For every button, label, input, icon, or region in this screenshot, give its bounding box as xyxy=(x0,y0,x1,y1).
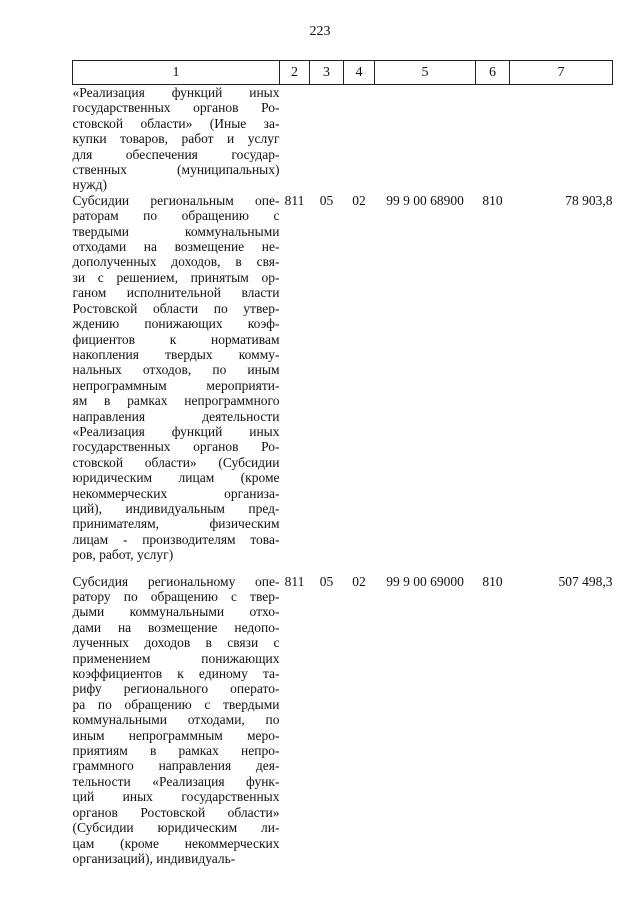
column-header: 6 xyxy=(476,61,510,85)
description-line: ждению понижающих коэф- xyxy=(72,316,280,332)
description-line: ций), индивидуальным пред- xyxy=(72,500,280,516)
description-line: организаций), индивидуаль- xyxy=(72,850,236,866)
description-line: стовской области» (Субсидии xyxy=(72,454,280,470)
description-line: стовской области» (Иные за- xyxy=(72,115,280,131)
description-line: ственных (муниципальных) xyxy=(72,162,280,178)
page-number: 223 xyxy=(309,24,331,39)
expense-type-cell: 810 xyxy=(482,192,503,208)
description-line: граммного направления дея- xyxy=(72,758,280,774)
table-row xyxy=(73,574,613,878)
description-line: «Реализация функций иных xyxy=(72,423,280,439)
description-line: купки товаров, работ и услуг xyxy=(72,131,280,147)
row-description xyxy=(73,85,280,193)
description-line: «Реализация функций иных xyxy=(72,85,280,100)
column-header: 4 xyxy=(344,61,375,85)
description-line: накопления твердых комму- xyxy=(72,346,280,362)
row-description xyxy=(73,574,280,878)
ministry-code-cell: 811 xyxy=(284,573,305,589)
description-line: рифу регионального операто- xyxy=(72,681,280,697)
budget-table xyxy=(72,60,613,877)
amount-cell xyxy=(510,85,613,193)
table-header-row xyxy=(73,61,613,85)
description-line: дыми коммунальными отхо- xyxy=(72,604,280,620)
description-line: некоммерческих организа- xyxy=(72,485,280,501)
section-code-cell: 05 xyxy=(319,192,334,208)
subsection-code-cell: 02 xyxy=(352,573,366,589)
ministry-code-cell: 811 xyxy=(284,192,305,208)
column-header: 5 xyxy=(375,61,476,85)
target-article-cell: 99 9 00 69000 xyxy=(386,573,464,589)
description-line: юридическим лицам (кроме xyxy=(72,470,280,486)
section-code-cell: 05 xyxy=(319,573,334,589)
column-header: 7 xyxy=(510,61,613,85)
description-line: нужд) xyxy=(72,177,107,193)
description-line: твердыми коммунальными xyxy=(72,223,280,239)
description-line: Субсидия региональному опе- xyxy=(72,573,280,589)
description-line: Субсидии региональным опе- xyxy=(72,192,280,208)
description-line: приятиям в рамках непро- xyxy=(72,743,280,759)
description-line: цам (кроме некоммерческих xyxy=(72,835,280,851)
amount-cell: 78 903,8 xyxy=(565,192,613,208)
description-line: ров, работ, услуг) xyxy=(72,547,174,563)
description-line: для обеспечения государ- xyxy=(72,146,280,162)
target-article-cell xyxy=(375,85,476,193)
description-line: раторам по обращению с xyxy=(72,208,280,224)
description-line: Ростовской области по утвер- xyxy=(72,300,280,316)
description-line: ям в рамках непрограммного xyxy=(72,393,280,409)
description-line: коэффициентов к единому та- xyxy=(72,666,280,682)
description-line: государственных органов Ро- xyxy=(72,100,280,116)
row-description xyxy=(73,193,280,574)
description-line: зи с решением, принятым ор- xyxy=(72,269,280,285)
description-line: нальных отходов, по иным xyxy=(72,362,280,378)
description-line: дами на возмещение недопо- xyxy=(72,619,280,635)
column-header: 1 xyxy=(73,61,280,85)
description-line: органов Ростовской области» xyxy=(72,804,280,820)
column-header: 2 xyxy=(280,61,310,85)
subsection-code-cell xyxy=(344,85,375,193)
description-line: (Субсидии юридическим ли- xyxy=(72,820,280,836)
ministry-code-cell xyxy=(280,85,310,193)
table-row xyxy=(73,193,613,574)
description-line: тельности «Реализация функ- xyxy=(72,773,280,789)
description-line: ратору по обращению с твер- xyxy=(72,589,280,604)
section-code-cell xyxy=(310,85,344,193)
description-line: коммунальными отходами, по xyxy=(72,712,280,728)
description-line: иным непрограммным меро- xyxy=(72,727,280,743)
target-article-cell: 99 9 00 68900 xyxy=(386,192,464,208)
expense-type-cell xyxy=(476,85,510,193)
description-line: дополученных доходов, в свя- xyxy=(72,254,280,270)
description-line: принимателям, физическим xyxy=(72,516,280,532)
description-line: государственных органов Ро- xyxy=(72,439,280,455)
table-row xyxy=(73,85,613,193)
description-line: лицам - производителям това- xyxy=(72,531,280,547)
description-line: ра по обращению с твердыми xyxy=(72,696,280,712)
description-line: лученных доходов в связи с xyxy=(72,635,280,651)
column-header: 3 xyxy=(310,61,344,85)
description-line: направления деятельности xyxy=(72,408,280,424)
description-line: отходами на возмещение не- xyxy=(72,239,280,255)
amount-cell: 507 498,3 xyxy=(558,573,613,589)
subsection-code-cell: 02 xyxy=(352,192,366,208)
description-line: ций иных государственных xyxy=(72,789,280,805)
description-line: применением понижающих xyxy=(72,650,280,666)
description-line: ганом исполнительной власти xyxy=(72,285,280,301)
description-line: непрограммным мероприяти- xyxy=(72,377,280,393)
expense-type-cell: 810 xyxy=(482,573,503,589)
description-line: фициентов к нормативам xyxy=(72,331,280,347)
